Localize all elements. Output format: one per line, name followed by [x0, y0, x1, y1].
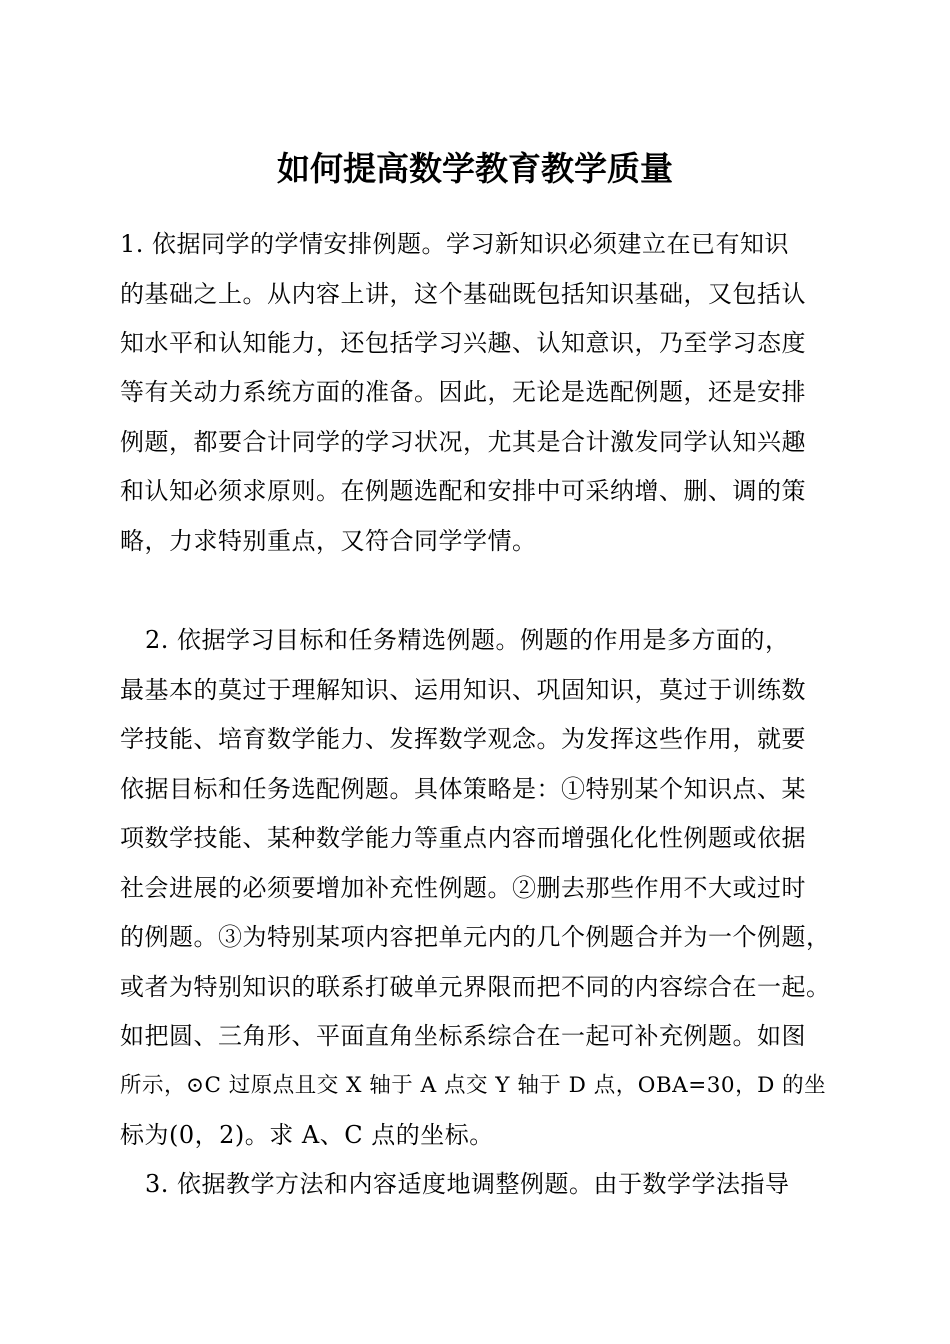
paragraph-2-line-6: 社会进展的必须要增加补充性例题。②删去那些作用不大或过时 — [120, 874, 806, 902]
paragraph-2-line-4: 依据目标和任务选配例题。具体策略是：①特别某个知识点、某 — [120, 775, 806, 803]
paragraph-1-line-4: 等有关动力系统方面的准备。因此，无论是选配例题，还是安排 — [120, 378, 806, 406]
paragraph-1-line-3: 知水平和认知能力，还包括学习兴趣、认知意识，乃至学习态度 — [120, 329, 806, 357]
paragraph-2-line-9: 如把圆、三角形、平面直角坐标系综合在一起可补充例题。如图 — [120, 1022, 806, 1050]
document-title: 如何提高数学教育教学质量 — [277, 149, 673, 188]
paragraph-2-line-5: 项数学技能、某种数学能力等重点内容而增强化化性例题或依据 — [120, 824, 806, 852]
paragraph-2-line-11: 标为(0，2)。求 A、C 点的坐标。 — [120, 1121, 494, 1149]
paragraph-2-line-3: 学技能、培育数学能力、发挥数学观念。为发挥这些作用，就要 — [120, 725, 806, 753]
paragraph-1-line-6: 和认知必须求原则。在例题选配和安排中可采纳增、删、调的策 — [120, 477, 806, 505]
paragraph-2-line-1: 2. 依据学习目标和任务精选例题。例题的作用是多方面的， — [145, 626, 790, 654]
paragraph-1-line-1: 1. 依据同学的学情安排例题。学习新知识必须建立在已有知识 — [120, 230, 790, 258]
paragraph-1-line-2: 的基础之上。从内容上讲，这个基础既包括知识基础，又包括认 — [120, 280, 806, 308]
paragraph-2-line-7: 的例题。③为特别某项内容把单元内的几个例题合并为一个例题， — [120, 923, 831, 951]
paragraph-1-line-5: 例题，都要合计同学的学习状况，尤其是合计激发同学认知兴趣 — [120, 428, 806, 456]
paragraph-2-line-2: 最基本的莫过于理解知识、运用知识、巩固知识，莫过于训练数 — [120, 676, 806, 704]
paragraph-3-line-1: 3. 依据教学方法和内容适度地调整例题。由于数学学法指导 — [145, 1170, 790, 1198]
paragraph-2-line-10: 所示，⊙C 过原点且交 X 轴于 A 点交 Y 轴于 D 点，OBA=30，D 的坐 — [120, 1073, 827, 1098]
paragraph-2-line-8: 或者为特别知识的联系打破单元界限而把不同的内容综合在一起。 — [120, 973, 831, 1001]
paragraph-1-line-7: 略，力求特别重点，又符合同学学情。 — [120, 527, 537, 555]
